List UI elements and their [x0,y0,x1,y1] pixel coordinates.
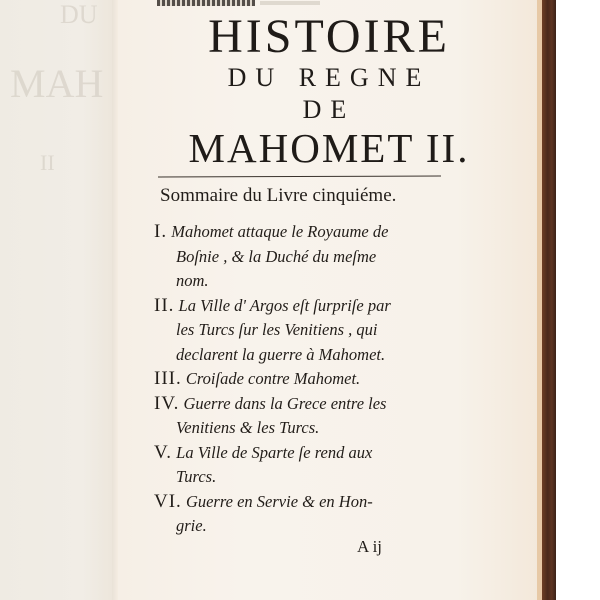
entry-text: declarent la guerre à Mahomet. [176,344,386,364]
entry-2 [154,294,454,368]
entry-text: les Turcs ſur les Venitiens , qui [176,320,378,339]
summary-entries [154,220,454,539]
entry-number: V. [154,441,173,463]
entry-text: Croiſade contre Mahomet. [185,369,361,388]
bleed-through-text: MAH [10,61,104,106]
entry-text: nom. [176,271,209,290]
entry-6 [154,490,454,539]
entry-text: grie. [176,516,207,535]
bleed-through-text: DU [60,0,98,29]
entry-text: Turcs. [176,467,217,486]
entry-number: II. [154,294,175,316]
title-line-4: MAHOMET II. [188,125,470,171]
entry-text: Boſnie , & la Duché du meſme [176,246,377,266]
entry-text: Guerre dans la Grece entre les [183,393,387,413]
entry-text: Venitiens & les Turcs. [176,418,320,437]
ornament-border-icon [157,0,255,6]
bleed-through-text: II [40,150,55,175]
entry-text: Guerre en Servie & en Hon- [185,491,373,511]
entry-number: IV. [154,392,180,414]
entry-4 [154,392,454,441]
leather-binding [542,0,556,600]
entry-number: VI. [154,490,182,512]
summary-heading: Sommaire du Livre cinquiéme. [160,185,397,206]
signature-mark: A ij [357,537,383,556]
entry-3 [154,367,454,392]
entry-1 [154,220,454,294]
entry-5 [154,441,454,490]
title-line-1: HISTOIRE [208,10,450,63]
ornament-border-icon [260,1,320,5]
left-page [0,0,118,600]
entry-number: III. [154,368,182,389]
entry-text: La Ville d' Argos eſt ſurpriſe par [178,295,391,315]
title-line-3: DE [302,95,356,124]
entry-text: Mahomet attaque le Royaume de [171,222,389,241]
entry-text: La Ville de Sparte ſe rend aux [176,442,373,462]
title-line-2: DU REGNE [227,63,431,92]
entry-number: I. [154,221,168,242]
